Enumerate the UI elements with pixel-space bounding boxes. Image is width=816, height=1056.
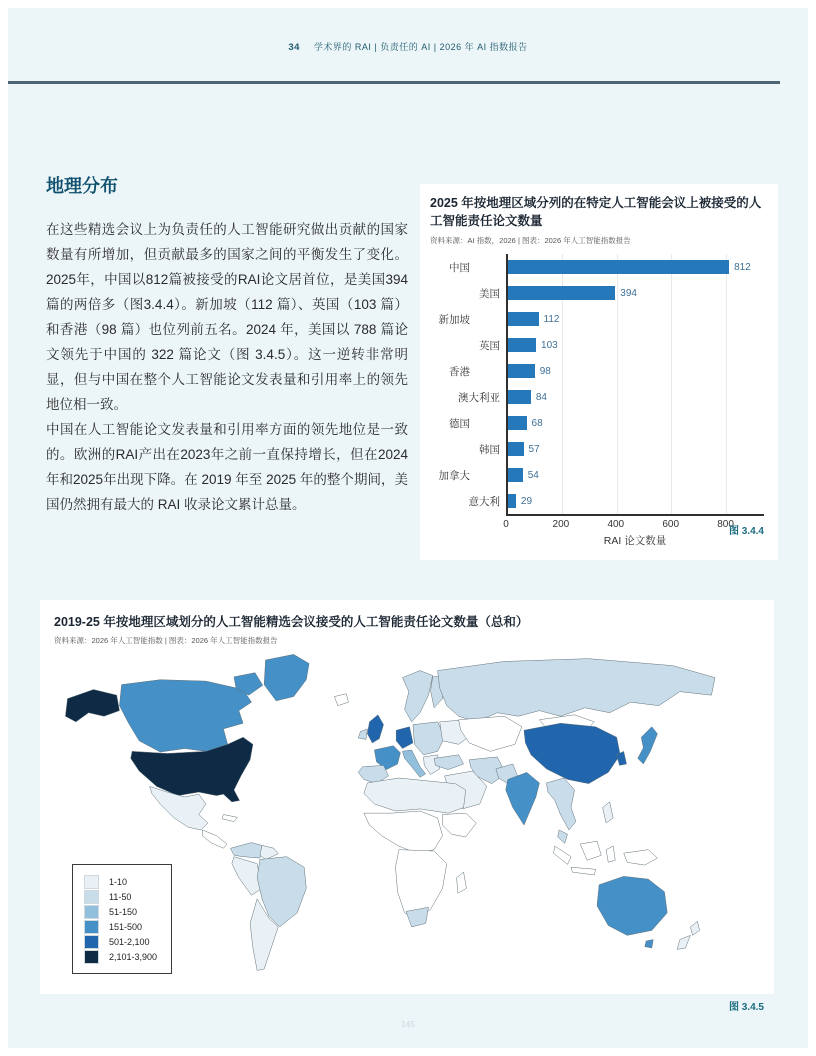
x-tick-label: 200 xyxy=(552,519,570,531)
legend-swatch xyxy=(84,920,99,934)
bar-row xyxy=(479,436,764,462)
bar-category-label: 新加坡 xyxy=(438,313,470,326)
bar-chart-title: 2025 年按地理区域分列的在特定人工智能会议上被接受的人工智能责任论文数量 xyxy=(430,196,762,229)
bar-track xyxy=(508,280,764,306)
map-philippines xyxy=(603,802,614,823)
bar-track xyxy=(508,410,764,436)
bar-track xyxy=(508,462,764,488)
map-venezuela xyxy=(260,845,278,859)
map-new-zealand-north xyxy=(690,921,699,935)
report-page xyxy=(8,8,808,1048)
map-colombia xyxy=(230,843,262,858)
map-west-africa xyxy=(364,811,443,853)
map-madagascar xyxy=(457,872,467,893)
map-japan xyxy=(638,727,658,764)
bar-category-label: 英国 xyxy=(479,339,500,352)
bar-row xyxy=(449,410,764,436)
legend-row xyxy=(84,904,157,919)
legend-row xyxy=(84,949,157,964)
legend-swatch xyxy=(84,905,99,919)
bar-rows xyxy=(438,254,764,514)
map-sulawesi xyxy=(606,846,615,862)
legend-label: 1-10 xyxy=(109,876,128,887)
map-italy xyxy=(402,750,425,777)
header-rule xyxy=(8,81,780,84)
figure-caption-3-4-4: 图 3.4.4 xyxy=(728,526,764,537)
bar-value: 812 xyxy=(734,261,751,273)
bar xyxy=(508,338,536,352)
paragraph: 在这些精选会议上为负责任的人工智能研究做出贡献的国家数量有所增加，但贡献最多的国家之间的平衡发生了变化。2025年，中国以812篇被接受的RAI论文居首位，是美国394篇的两倍多（图3.4.4）。新加坡（112 篇）、英国（103 篇）和香港（98 篇）也位列前五名。2024 年，美国以 788 篇论文领先于中国的 322 篇论文（图 3.4.5）。这一逆转非常明显，但与中国在整个人工智能论文发表量和引用率上的领先地位相一致。 xyxy=(46,222,408,412)
map-ireland xyxy=(358,729,367,740)
page-header xyxy=(8,40,808,53)
bar-category-label: 加拿大 xyxy=(438,469,470,482)
bar-row xyxy=(438,306,764,332)
map-cuba xyxy=(222,815,237,822)
legend-label: 51-150 xyxy=(109,906,138,917)
map-central-america xyxy=(202,830,227,848)
bar-category-label: 意大利 xyxy=(468,495,500,508)
bar-value: 54 xyxy=(527,469,539,481)
bar-row xyxy=(479,280,764,306)
bar-value: 84 xyxy=(535,391,547,403)
bar-track xyxy=(508,254,764,280)
legend-row xyxy=(84,874,157,889)
bar-chart-card xyxy=(420,184,778,560)
map-title: 2019-25 年按地理区域划分的人工智能精选会议接受的人工智能责任论文数量（总和） xyxy=(54,615,529,629)
body-text xyxy=(46,218,408,518)
bar-value: 394 xyxy=(620,287,637,299)
map-malaysia xyxy=(558,830,568,843)
legend-label: 151-500 xyxy=(109,921,143,932)
bar-track xyxy=(508,358,764,384)
legend-label: 501-2,100 xyxy=(109,936,150,947)
bar-category-label: 德国 xyxy=(449,417,470,430)
bar xyxy=(508,364,535,378)
map-greenland xyxy=(264,654,309,700)
map-new-zealand-south xyxy=(677,935,690,949)
bar xyxy=(508,260,729,274)
bar-category-label: 中国 xyxy=(449,261,470,274)
map-source: 资料来源：2026 年人工智能指数 | 图表：2026 年人工智能指数报告 xyxy=(54,636,278,645)
bar-chart xyxy=(430,254,764,552)
section-title: 地理分布 xyxy=(46,176,118,196)
bar-value: 29 xyxy=(520,495,533,507)
bar-value: 98 xyxy=(539,365,551,377)
legend-swatch xyxy=(84,890,99,904)
footer-page-number: 145 xyxy=(401,1020,415,1029)
map-china xyxy=(524,723,620,783)
legend-swatch xyxy=(84,875,99,889)
map-central-europe xyxy=(413,722,445,755)
map-borneo xyxy=(580,841,601,860)
map-kazakhstan xyxy=(459,716,522,751)
bar-value: 112 xyxy=(543,313,560,325)
bar-track xyxy=(508,436,764,462)
map-uk xyxy=(367,715,383,743)
map-germany xyxy=(396,727,413,749)
bar-row xyxy=(449,358,764,384)
bar-track xyxy=(508,306,764,332)
x-axis-title: RAI 论文数量 xyxy=(603,535,667,548)
map-horn-africa xyxy=(443,813,477,837)
map-card xyxy=(40,600,774,994)
bar xyxy=(508,390,531,404)
map-alaska xyxy=(65,690,119,722)
figure-caption-3-4-5: 图 3.4.5 xyxy=(728,1002,764,1013)
bar-row xyxy=(468,488,764,514)
bar-track xyxy=(508,384,764,410)
bar xyxy=(508,494,516,508)
bar-value: 57 xyxy=(528,443,540,455)
bar-chart-source: 资料来源：AI 指数，2026 | 图表：2026 年人工智能指数报告 xyxy=(430,236,631,246)
x-tick-label: 800 xyxy=(717,519,734,531)
bar-track xyxy=(508,488,764,514)
bar-value: 103 xyxy=(541,339,558,351)
map-java xyxy=(571,867,596,875)
legend-label: 2,101-3,900 xyxy=(109,951,158,962)
bar xyxy=(508,416,527,430)
map-indochina xyxy=(546,778,575,830)
map-north-africa xyxy=(364,778,466,813)
map-canada xyxy=(119,680,251,752)
map-sumatra xyxy=(553,846,571,864)
header-page-number: 34 xyxy=(288,42,300,53)
map-australia xyxy=(597,876,667,935)
x-tick-label: 600 xyxy=(662,519,680,531)
map-legend xyxy=(72,864,172,974)
bar xyxy=(508,286,615,300)
legend-row xyxy=(84,889,157,904)
header-title: 学术界的 RAI | 负责任的 AI | 2026 年 AI 指数报告 xyxy=(313,42,528,52)
legend-row xyxy=(84,934,157,949)
x-tick-label: 400 xyxy=(607,519,625,531)
legend-swatch xyxy=(84,950,99,964)
map-scandinavia xyxy=(402,671,432,722)
bar xyxy=(508,442,524,456)
bar-category-label: 澳大利亚 xyxy=(458,391,500,404)
map-iceland xyxy=(334,694,348,706)
bar xyxy=(508,312,539,326)
x-tick-label: 0 xyxy=(503,519,509,531)
map-india xyxy=(506,772,540,825)
map-tasmania xyxy=(645,940,653,948)
bar-value: 68 xyxy=(531,417,543,429)
bar-row xyxy=(438,462,764,488)
paragraph: 中国在人工智能论文发表量和引用率方面的领先地位是一致的。欧洲的RAI产出在2023年之前一直保持增长，但在2024年和2025年出现下降。在 2019 年至 2025 年的整个期间，美国仍然拥有最大的 RAI 收录论文累计总量。 xyxy=(46,421,408,512)
bar-category-label: 香港 xyxy=(449,365,470,378)
bar-category-label: 韩国 xyxy=(479,443,500,456)
bar-row xyxy=(479,332,764,358)
legend-swatch xyxy=(84,935,99,949)
legend-row xyxy=(84,919,157,934)
bar-track xyxy=(508,332,764,358)
text-column xyxy=(46,172,408,518)
legend-label: 11-50 xyxy=(109,891,132,902)
bar-row xyxy=(458,384,764,410)
map-russia xyxy=(438,659,715,722)
bar-row xyxy=(449,254,764,280)
map-new-guinea xyxy=(624,850,658,865)
bar xyxy=(508,468,523,482)
bar-category-label: 美国 xyxy=(479,287,500,300)
